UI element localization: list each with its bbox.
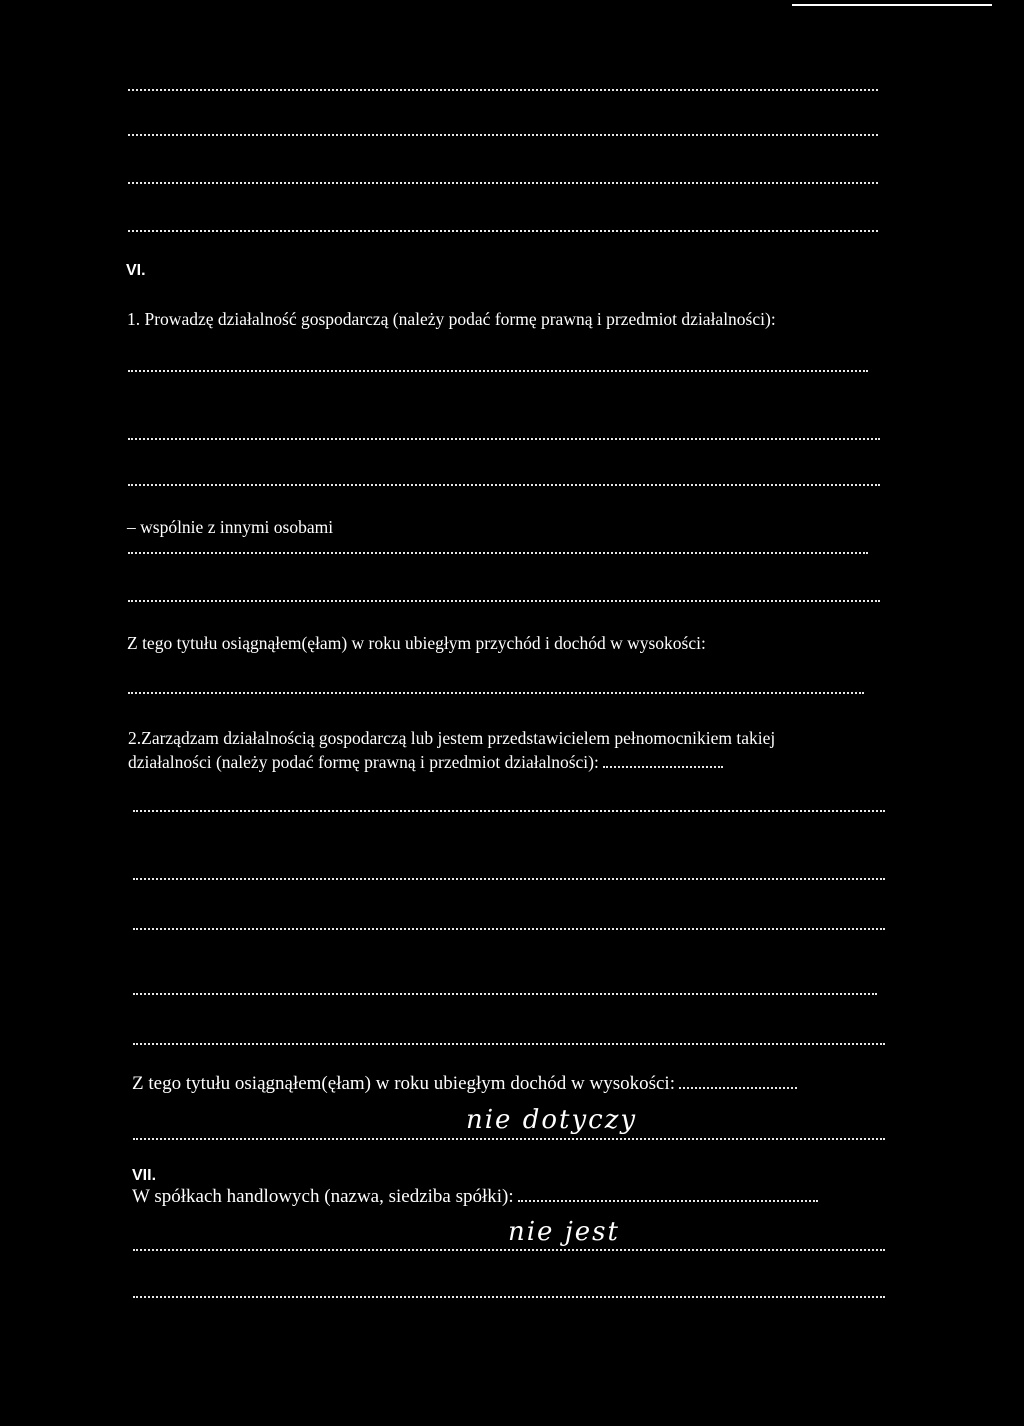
jointly-label: – wspólnie z innymi osobami: [127, 517, 334, 537]
fill-line: [133, 1138, 885, 1140]
item-2-line-2: [128, 751, 723, 773]
section-heading-vii: VII.: [132, 1167, 157, 1184]
fill-line: [128, 230, 878, 232]
fill-line: [128, 370, 868, 372]
fill-line: [133, 878, 885, 880]
fill-line: [133, 993, 877, 995]
fill-line: [679, 1087, 797, 1089]
fill-line: [133, 928, 885, 930]
fill-line: [128, 484, 880, 486]
fill-line: [133, 1296, 885, 1298]
item-2-line-1: 2.Zarządzam działalnością gospodarczą lub jestem przedstawicielem pełnomocnikiem takiej: [128, 728, 776, 748]
handwritten-answer-1: nie dotyczy: [466, 1105, 638, 1135]
fill-line: [128, 600, 880, 602]
fill-line: [128, 692, 864, 694]
section-heading-vi: VI.: [126, 262, 146, 279]
fill-line: [133, 1043, 885, 1045]
fill-line: [128, 89, 878, 91]
companies-label: W spółkach handlowych (nazwa, siedziba spółki):: [132, 1186, 514, 1207]
fill-line: [603, 766, 723, 768]
income-2-label: Z tego tytułu osiągnąłem(ęłam) w roku ubiegłym dochód w wysokości:: [132, 1073, 675, 1094]
fill-line: [133, 810, 885, 812]
fill-line: [128, 134, 878, 136]
fill-line: [128, 552, 868, 554]
top-edge-rule: [792, 4, 992, 6]
companies-text: [132, 1186, 818, 1208]
fill-line: [128, 438, 880, 440]
item-2-line-2-text: działalności (należy podać formę prawną i przedmiot działalności):: [128, 752, 599, 772]
handwritten-answer-2: nie jest: [508, 1217, 620, 1247]
income-2-text: [132, 1073, 797, 1095]
fill-line: [133, 1249, 885, 1251]
fill-line: [128, 182, 878, 184]
item-1-text: 1. Prowadzę działalność gospodarczą (należy podać formę prawną i przedmiot działalności):: [127, 309, 776, 329]
fill-line: [518, 1200, 818, 1202]
income-1-text: Z tego tytułu osiągnąłem(ęłam) w roku ubiegłym przychód i dochód w wysokości:: [127, 633, 706, 653]
